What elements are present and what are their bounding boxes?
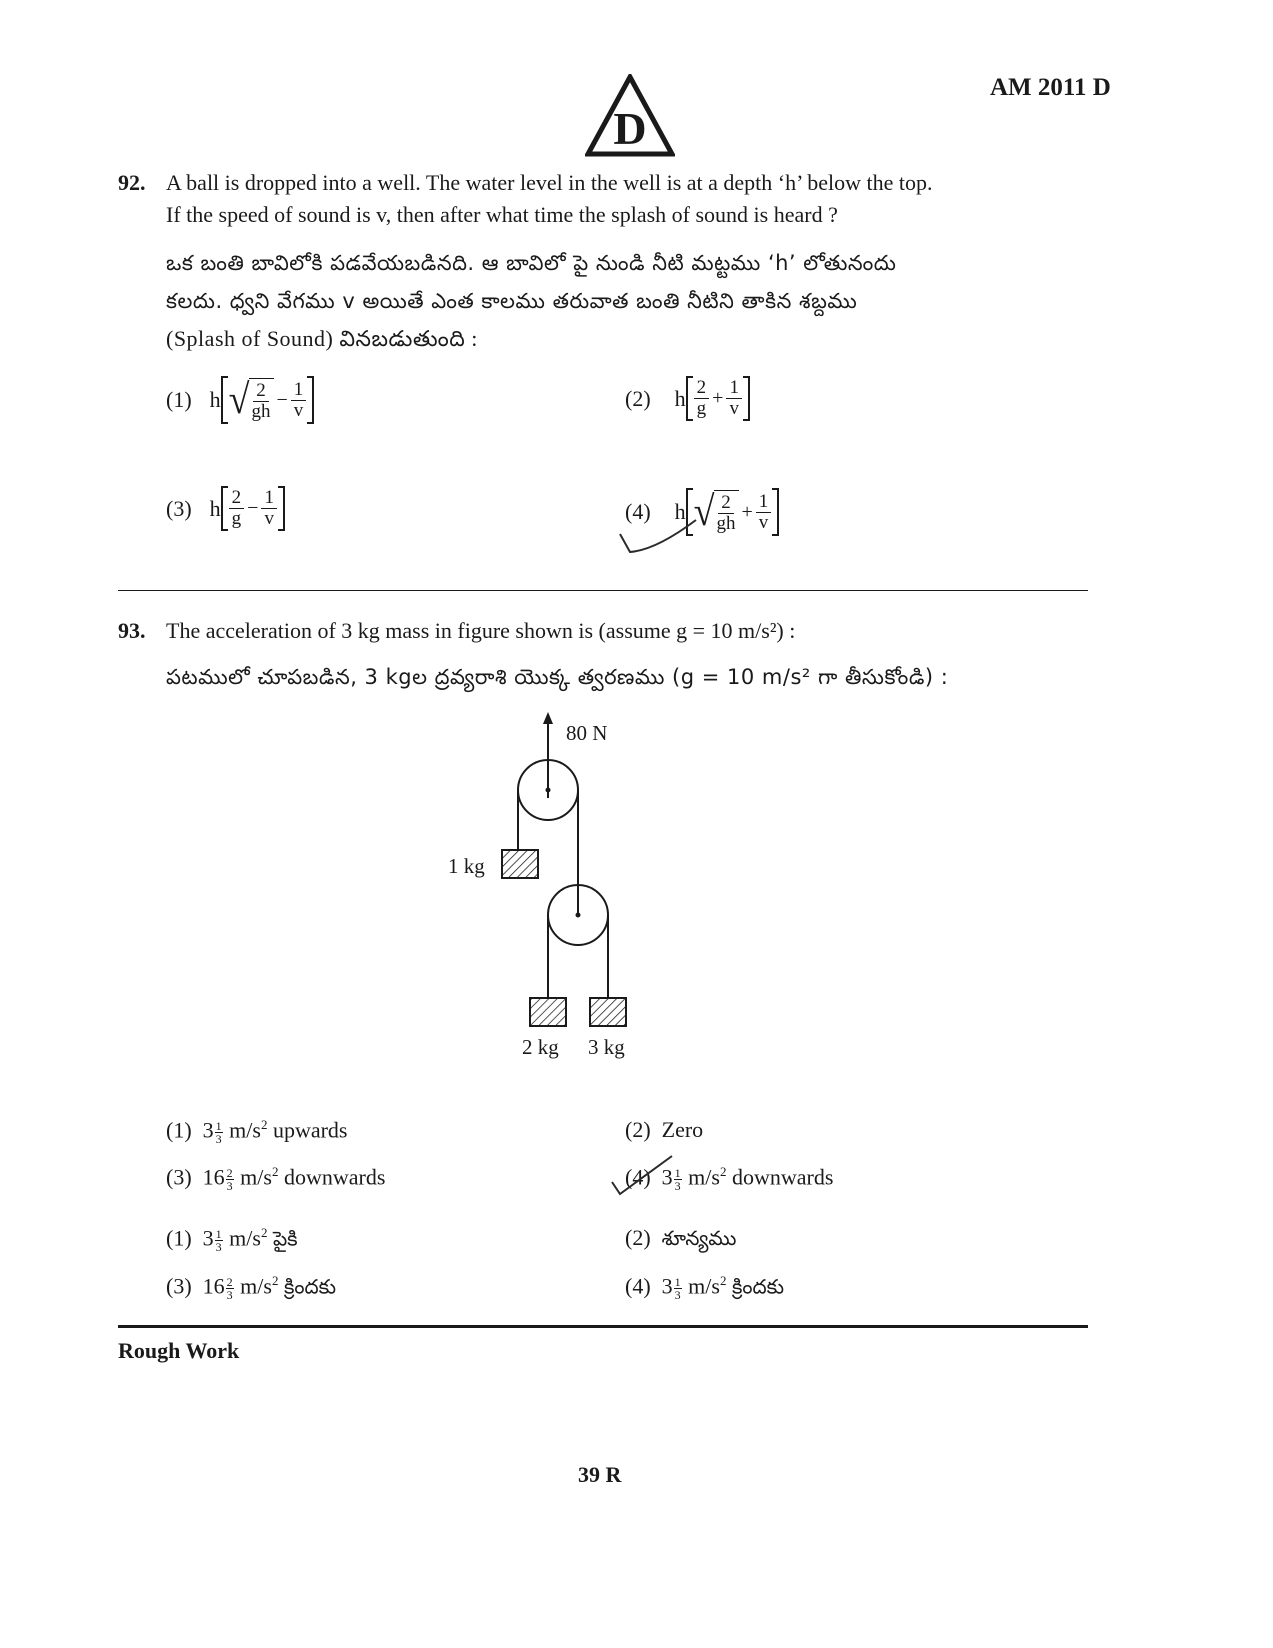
frac-den: 3 — [215, 1239, 222, 1254]
frac-num: 1 — [215, 1226, 222, 1241]
frac-num: 1 — [261, 488, 277, 509]
operator: − — [276, 388, 288, 411]
direction: పైకి — [272, 1226, 298, 1251]
unit: m/s — [688, 1273, 720, 1299]
frac-den: v — [264, 508, 274, 529]
q93-option-2-en[interactable] — [625, 1117, 703, 1143]
q93-english: The acceleration of 3 kg mass in figure shown is (assume g = 10 m/s²) : — [166, 618, 796, 643]
force-arrowhead — [543, 712, 553, 724]
q93-option-3-en[interactable] — [166, 1164, 385, 1192]
q92-option-4[interactable]: (4) h √ $\frac{2}{gh}$ + $\frac{1}{v}$ — [625, 488, 779, 536]
frac-den: gh — [716, 513, 736, 534]
q92-option-2[interactable] — [625, 376, 750, 421]
direction: upwards — [272, 1117, 348, 1143]
q92-en-line-1: A ball is dropped into a well. The water level in the well is at a depth ‘h’ below the top. — [166, 170, 933, 195]
option-number: (4) — [625, 1164, 651, 1190]
var-h: h — [209, 495, 221, 521]
option-number: (2) — [625, 1117, 651, 1142]
frac-den: 3 — [215, 1131, 222, 1146]
frac-den: v — [758, 511, 769, 533]
frac-den: v — [293, 399, 304, 421]
frac-den: 3 — [674, 1287, 681, 1302]
unit-exp: 2 — [719, 1273, 727, 1288]
q92-option-3[interactable] — [166, 486, 285, 531]
option-number: (1) — [166, 1117, 192, 1143]
unit: m/s — [240, 1273, 272, 1299]
q92-en-line-2: If the speed of sound is v, then after what time the splash of sound is heard ? — [166, 202, 838, 227]
frac-den: 3 — [226, 1178, 233, 1193]
unit-exp: 2 — [271, 1164, 279, 1179]
option-number: (2) — [625, 385, 651, 411]
force-label: 80 N — [566, 721, 608, 745]
page-number: 39 R — [578, 1462, 622, 1487]
q92-english — [166, 167, 1096, 231]
block-3kg — [590, 998, 626, 1026]
value-whole: 3 — [202, 1117, 214, 1143]
frac-num: 2 — [253, 381, 269, 402]
operator: + — [712, 387, 724, 409]
unit: m/s — [229, 1117, 261, 1143]
frac-den: g — [696, 398, 707, 419]
option-text: శూన్యము — [661, 1226, 737, 1250]
var-h: h — [209, 387, 221, 412]
unit-exp: 2 — [271, 1273, 279, 1288]
frac-num: 2 — [694, 378, 710, 399]
q92-te-line-1: ఒక బంతి బావిలోకి పడవేయబడినది. ఆ బావిలో పై నుండి నీటి మట్టము ‘h’ లోతునందు — [166, 251, 897, 275]
q92-te-line-3: (Splash of Sound) వినబడుతుంది : — [166, 326, 478, 351]
value-whole: 16 — [202, 1273, 225, 1299]
frac-num: 1 — [215, 1118, 222, 1133]
block-1kg — [502, 850, 538, 878]
direction: క్రిందకు — [731, 1274, 785, 1299]
set-triangle-logo — [585, 74, 675, 158]
option-number: (3) — [166, 495, 192, 521]
option-number: (1) — [166, 387, 192, 412]
frac-den: 3 — [674, 1178, 681, 1193]
value-whole: 3 — [202, 1225, 214, 1251]
operator: − — [247, 497, 259, 519]
rough-work-divider — [118, 1325, 1088, 1328]
pulley-system-figure — [440, 708, 660, 1068]
paper-code: AM 2011 D — [990, 74, 1111, 101]
frac-num: 2 — [229, 488, 245, 509]
q93-telugu: పటములో చూపబడిన, 3 kgల ద్రవ్యరాశి యొక్క త్వరణము (g = 10 m/s² గా తీసుకోండి) : — [166, 665, 949, 689]
q93-option-1-te[interactable] — [166, 1225, 298, 1255]
q93-number: 93. — [118, 618, 146, 643]
mass-label-1kg: 1 kg — [448, 854, 485, 878]
direction: downwards — [731, 1164, 834, 1190]
set-letter: D — [613, 103, 647, 154]
q92-option-1[interactable]: (1) h √ $\frac{2}{gh}$ − $\frac{1}{v}$ — [166, 376, 314, 424]
q92-answer-tick-mark — [616, 512, 706, 562]
option-number: (2) — [625, 1225, 651, 1250]
q93-option-3-te[interactable] — [166, 1273, 336, 1303]
frac-num: 2 — [226, 1165, 233, 1180]
mass-label-3kg: 3 kg — [588, 1035, 625, 1059]
option-number: (3) — [166, 1273, 192, 1299]
q93-option-2-te[interactable] — [625, 1225, 736, 1255]
operator: + — [741, 500, 753, 523]
rough-work-heading: Rough Work — [118, 1338, 240, 1363]
frac-num: 1 — [291, 380, 307, 401]
frac-den: gh — [251, 401, 271, 422]
mass-label-2kg: 2 kg — [522, 1035, 559, 1059]
q92-number: 92. — [118, 170, 146, 195]
value-whole: 3 — [661, 1164, 673, 1190]
frac-num: 1 — [674, 1165, 681, 1180]
q92-telugu — [166, 244, 1096, 358]
unit: m/s — [688, 1164, 720, 1190]
option-number: (1) — [166, 1225, 192, 1251]
option-number: (4) — [625, 499, 651, 524]
q93-option-4-te[interactable] — [625, 1273, 784, 1303]
unit-exp: 2 — [260, 1117, 268, 1132]
unit-exp: 2 — [719, 1164, 727, 1179]
frac-den: 3 — [226, 1287, 233, 1302]
frac-den: v — [729, 398, 739, 419]
unit: m/s — [229, 1225, 261, 1251]
value-whole: 3 — [661, 1273, 673, 1299]
frac-den: g — [231, 508, 242, 529]
frac-num: 2 — [718, 493, 734, 514]
section-divider — [118, 590, 1088, 591]
var-h: h — [674, 385, 686, 411]
option-number: (3) — [166, 1164, 192, 1190]
frac-num: 1 — [726, 378, 742, 399]
q92-te-line-2: కలదు. ధ్వని వేగము v అయితే ఎంత కాలము తరువాత బంతి నీటిని తాకిన శబ్దము — [166, 289, 858, 313]
option-text: Zero — [661, 1117, 704, 1142]
var-h: h — [674, 499, 686, 524]
option-number: (4) — [625, 1273, 651, 1299]
q93-option-1-en[interactable] — [166, 1117, 348, 1145]
direction: క్రిందకు — [283, 1274, 337, 1299]
frac-num: 1 — [674, 1274, 681, 1289]
value-whole: 16 — [202, 1164, 225, 1190]
unit: m/s — [240, 1164, 272, 1190]
block-2kg — [530, 998, 566, 1026]
direction: downwards — [283, 1164, 386, 1190]
frac-num: 1 — [756, 492, 772, 513]
unit-exp: 2 — [260, 1225, 268, 1240]
frac-num: 2 — [226, 1274, 233, 1289]
q93-answer-tick-mark — [608, 1152, 678, 1198]
